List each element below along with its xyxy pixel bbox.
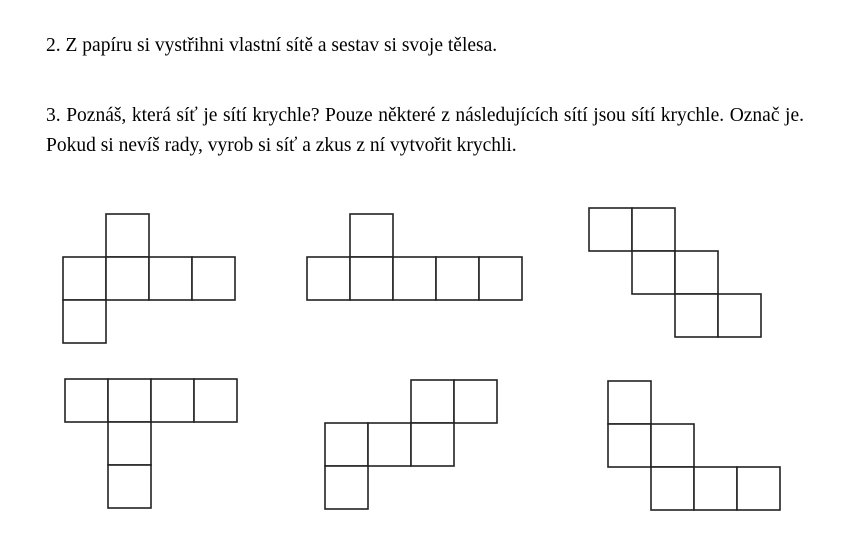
net-square — [632, 251, 675, 294]
net-square — [307, 257, 350, 300]
net-square — [608, 424, 651, 467]
net-square — [192, 257, 235, 300]
net-square — [694, 467, 737, 510]
task-3-line-2: krychle. Označ je. Pokud si nevíš rady, vyrob si síť a zkus z ní vytvořit krychli. — [46, 105, 805, 156]
net-square — [608, 381, 651, 424]
net-square — [63, 300, 106, 343]
net-1[interactable] — [63, 214, 235, 343]
net-square — [106, 214, 149, 257]
net-square — [675, 294, 718, 337]
net-2[interactable] — [307, 214, 522, 300]
net-square — [589, 208, 632, 251]
net-square — [65, 379, 108, 422]
net-square — [149, 257, 192, 300]
net-square — [151, 379, 194, 422]
net-square — [108, 379, 151, 422]
net-square — [108, 422, 151, 465]
net-square — [454, 380, 497, 423]
net-square — [393, 257, 436, 300]
net-square — [479, 257, 522, 300]
net-square — [63, 257, 106, 300]
net-square — [632, 208, 675, 251]
net-square — [106, 257, 149, 300]
net-square — [718, 294, 761, 337]
net-square — [368, 423, 411, 466]
net-square — [325, 423, 368, 466]
net-square — [651, 424, 694, 467]
task-2-text: 2. Z papíru si vystřihni vlastní sítě a sestav si svoje tělesa. — [46, 35, 498, 56]
net-square — [675, 251, 718, 294]
net-3[interactable] — [589, 208, 761, 337]
net-square — [194, 379, 237, 422]
net-square — [108, 465, 151, 508]
net-square — [350, 257, 393, 300]
task-3-line-1: 3. Poznáš, která síť je sítí krychle? Pouze některé z následujících sítí jsou sítí — [46, 105, 656, 126]
net-square — [411, 423, 454, 466]
net-square — [737, 467, 780, 510]
net-6[interactable] — [608, 381, 780, 510]
net-square — [325, 466, 368, 509]
net-square — [350, 214, 393, 257]
net-square — [436, 257, 479, 300]
net-square — [651, 467, 694, 510]
net-4[interactable] — [65, 379, 237, 508]
net-5[interactable] — [325, 380, 497, 509]
net-square — [411, 380, 454, 423]
